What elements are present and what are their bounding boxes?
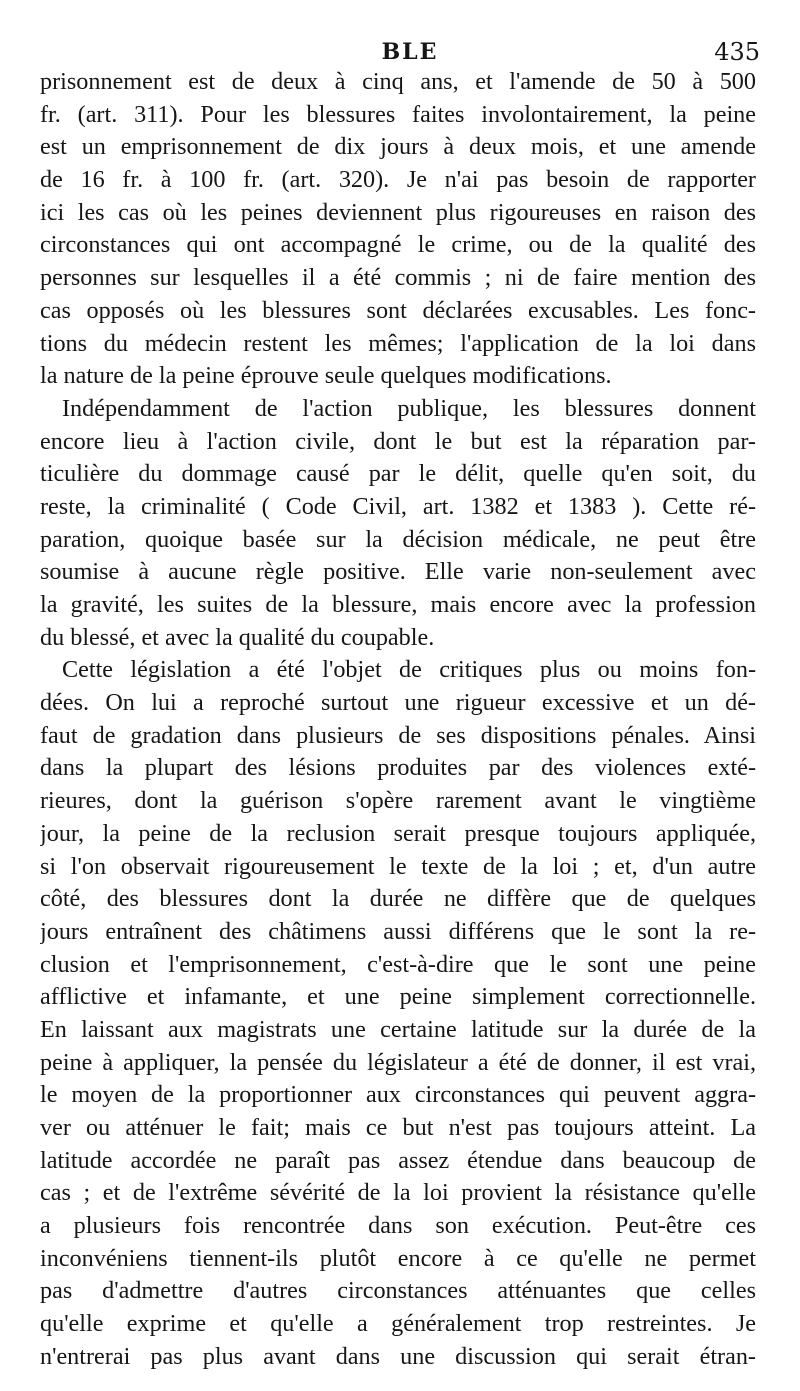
text-line: paration, quoique basée sur la décision médicale, ne peut être <box>40 525 756 553</box>
text-line: ici les cas où les peines deviennent plus rigoureuses en raison des <box>40 198 756 226</box>
text-line: ticulière du dommage causé par le délit, quelle qu'en soit, du <box>40 460 756 488</box>
text-line: peine à appliquer, la pensée du législateur a été de donner, il est vrai, <box>40 1048 756 1076</box>
text-line: cas ; et de l'extrême sévérité de la loi provient la résistance qu'elle <box>40 1179 756 1207</box>
text-line: pas d'admettre d'autres circonstances atténuantes que celles <box>40 1277 756 1305</box>
text-line: côté, des blessures dont la durée ne diffère que de quelques <box>40 885 756 913</box>
text-line: Cette législation a été l'objet de critiques plus ou moins fon- <box>62 656 756 684</box>
text-line: dées. On lui a reproché surtout une rigueur excessive et un dé- <box>40 689 756 717</box>
text-line: clusion et l'emprisonnement, c'est-à-dire que le sont une peine <box>40 950 756 978</box>
text-line: le moyen de la proportionner aux circonstances qui peuvent aggra- <box>40 1081 756 1109</box>
text-line: personnes sur lesquelles il a été commis ; ni de faire mention des <box>40 264 756 292</box>
text-line: Indépendamment de l'action publique, les blessures donnent <box>62 394 756 422</box>
text-line: n'entrerai pas plus avant dans une discussion qui serait étran- <box>40 1342 756 1370</box>
text-line: soumise à aucune règle positive. Elle varie non-seulement avec <box>40 558 756 586</box>
text-line: afflictive et infamante, et une peine simplement correctionnelle. <box>40 983 756 1011</box>
page-number: 435 <box>714 38 760 66</box>
text-line: si l'on observait rigoureusement le texte de la loi ; et, d'un autre <box>40 852 756 880</box>
text-line: rieures, dont la guérison s'opère rarement avant le vingtième <box>40 787 756 815</box>
text-line: cas opposés où les blessures sont déclarées excusables. Les fonc- <box>40 296 756 324</box>
paragraph <box>40 393 756 655</box>
running-head: BLE <box>381 39 439 65</box>
text-line: fr. (art. 311). Pour les blessures faites involontairement, la peine <box>40 100 756 128</box>
text-line: jour, la peine de la reclusion serait presque toujours appliquée, <box>40 819 756 847</box>
text-line: la gravité, les suites de la blessure, mais encore avec la profession <box>40 591 756 618</box>
text-line: dans la plupart des lésions produites par des violences exté- <box>40 754 756 782</box>
text-line: En laissant aux magistrats une certaine latitude sur la durée de la <box>40 1015 756 1043</box>
text-line: prisonnement est de deux à cinq ans, et l'amende de 50 à 500 <box>40 68 756 95</box>
text-line: tions du médecin restent les mêmes; l'application de la loi dans <box>40 329 756 357</box>
text-line: circonstances qui ont accompagné le crime, ou de la qualité des <box>40 231 756 259</box>
text-line: faut de gradation dans plusieurs de ses dispositions pénales. Ainsi <box>40 721 756 749</box>
text-line: la nature de la peine éprouve seule quelques modifications. <box>40 362 612 390</box>
text-line: encore lieu à l'action civile, dont le but est la réparation par- <box>40 427 756 455</box>
body-text <box>40 66 756 1374</box>
text-line: du blessé, et avec la qualité du coupable. <box>40 623 435 651</box>
paragraph <box>40 654 756 1373</box>
text-line: jours entraînent des châtimens aussi différens que le sont la re- <box>40 917 756 945</box>
text-line: a plusieurs fois rencontrée dans son exécution. Peut-être ces <box>40 1212 756 1240</box>
text-line: inconvéniens tiennent-ils plutôt encore à ce qu'elle ne permet <box>40 1244 756 1272</box>
text-line: ver ou atténuer le fait; mais ce but n'est pas toujours atteint. La <box>40 1114 756 1141</box>
text-line: de 16 fr. à 100 fr. (art. 320). Je n'ai pas besoin de rapporter <box>40 166 756 194</box>
paragraph <box>40 66 756 393</box>
text-line: latitude accordée ne paraît pas assez étendue dans beaucoup de <box>40 1146 756 1174</box>
text-line: est un emprisonnement de dix jours à deux mois, et une amende <box>40 133 756 161</box>
text-line: reste, la criminalité ( Code Civil, art. 1382 et 1383 ). Cette ré- <box>40 492 756 520</box>
page-header <box>60 36 760 68</box>
text-line: qu'elle exprime et qu'elle a généralement trop restreintes. Je <box>40 1310 756 1338</box>
